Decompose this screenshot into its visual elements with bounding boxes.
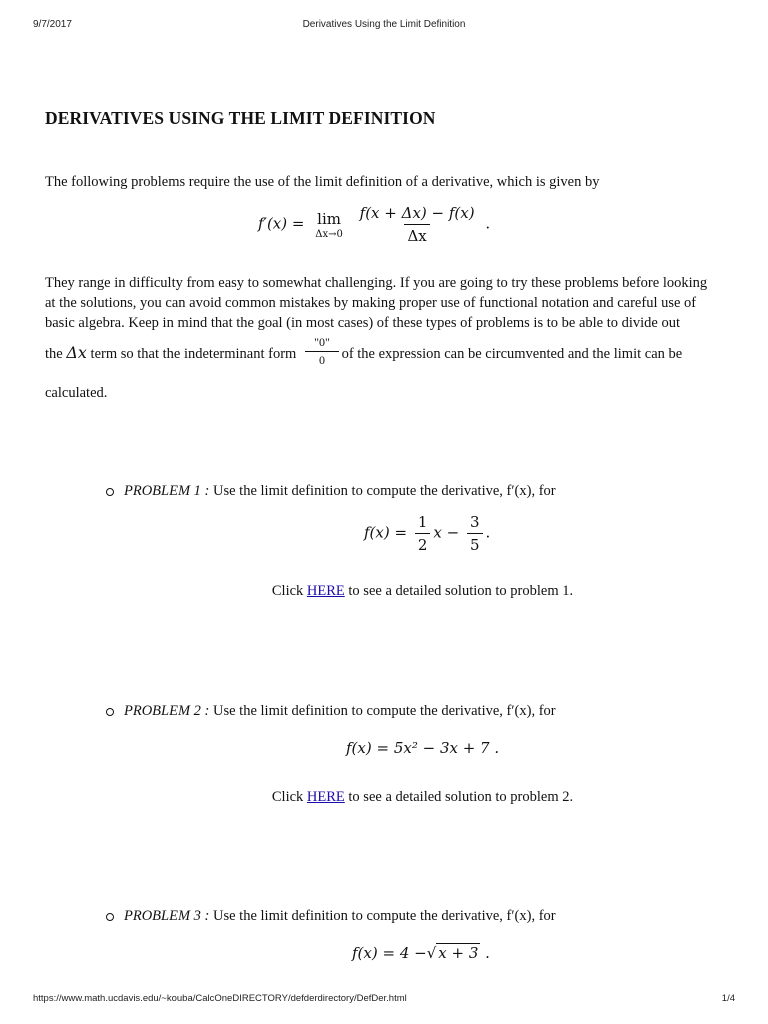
fraction-one-half <box>415 513 431 554</box>
lim-text: lim <box>317 209 341 228</box>
problem-3-statement <box>124 908 556 925</box>
body-paragraph <box>45 273 725 333</box>
quotient-numerator: f(x + Δx) − f(x) <box>359 204 475 222</box>
problem-3-formula <box>352 944 490 962</box>
frac-num: 1 <box>417 513 428 531</box>
bullet-icon <box>106 708 114 716</box>
page-title: DERIVATIVES USING THE LIMIT DEFINITION <box>45 108 436 128</box>
print-header-title: Derivatives Using the Limit Definition <box>302 19 466 30</box>
body-text-after: of the expression can be circumvented and the limit can be <box>341 346 683 362</box>
problem-1-formula <box>364 513 490 554</box>
body-line: They range in difficulty from easy to somewhat challenging. If you are going to try these problems before looking <box>45 275 708 291</box>
problem-text: Use the limit definition to compute the derivative, f′(x), for <box>213 908 556 924</box>
body-line: basic algebra. Keep in mind that the goal (in most cases) of these types of problems is to be able to divide out <box>45 315 681 331</box>
page-number: 1/4 <box>721 993 735 1004</box>
intro-paragraph: The following problems require the use of the limit definition of a derivative, which is given by <box>45 174 600 190</box>
problem-2-formula: f(x) = 5x² − 3x + 7 . <box>346 739 500 757</box>
problem-1-solution-line <box>0 583 768 600</box>
limit-operator <box>315 210 343 240</box>
indet-numerator: "0" <box>314 335 330 349</box>
formula-lhs: f(x) = 4 − <box>352 944 427 962</box>
formula-period: . <box>485 523 491 542</box>
fraction-three-fifths <box>467 513 483 554</box>
indeterminant-form-fraction <box>305 335 339 368</box>
indet-denominator: 0 <box>305 351 339 368</box>
problem-label: PROBLEM 3 : <box>124 908 210 924</box>
frac-num: 3 <box>469 513 480 531</box>
problem-1-statement <box>124 483 556 500</box>
formula-var: x − <box>433 523 460 542</box>
lim-subscript: Δx→0 <box>315 228 343 240</box>
frac-den: 2 <box>415 533 431 554</box>
click-text: Click <box>271 583 304 599</box>
formula-lhs: f(x) = <box>364 523 408 542</box>
limit-definition-formula <box>258 204 490 245</box>
definition-period: . <box>485 214 491 233</box>
problem-label: PROBLEM 1 : <box>124 483 210 499</box>
definition-lhs: f′(x) = <box>258 214 305 233</box>
formula-period: . <box>485 944 490 962</box>
solution-link-2[interactable]: HERE <box>306 789 345 805</box>
sqrt-radicand: x + 3 <box>438 944 479 962</box>
delta-x-symbol: Δx <box>66 343 87 362</box>
print-footer-url: https://www.math.ucdavis.edu/~kouba/CalcOneDIRECTORY/defderdirectory/DefDer.html <box>33 993 407 1004</box>
quotient-denominator: Δx <box>404 224 429 245</box>
body-last-line: calculated. <box>45 385 108 401</box>
bullet-icon <box>106 488 114 496</box>
body-text-mid: term so that the indeterminant form <box>90 346 297 362</box>
problem-text: Use the limit definition to compute the derivative, f′(x), for <box>213 703 556 719</box>
problem-2-solution-line <box>0 789 768 806</box>
frac-den: 5 <box>467 533 483 554</box>
click-text: Click <box>271 789 304 805</box>
difference-quotient <box>357 204 478 245</box>
print-date: 9/7/2017 <box>33 19 72 30</box>
problem-label: PROBLEM 2 : <box>124 703 210 719</box>
solution-text: to see a detailed solution to problem 1. <box>348 583 574 599</box>
problem-text: Use the limit definition to compute the derivative, f′(x), for <box>213 483 556 499</box>
sqrt-icon: √ <box>426 944 437 962</box>
body-text-the: the <box>45 346 63 362</box>
problem-2-statement <box>124 703 556 720</box>
solution-link-1[interactable]: HERE <box>306 583 345 599</box>
body-line: at the solutions, you can avoid common mistakes by making proper use of functional notation and careful use of <box>45 295 697 311</box>
bullet-icon <box>106 913 114 921</box>
solution-text: to see a detailed solution to problem 2. <box>348 789 574 805</box>
body-line-indeterminant <box>45 343 725 364</box>
